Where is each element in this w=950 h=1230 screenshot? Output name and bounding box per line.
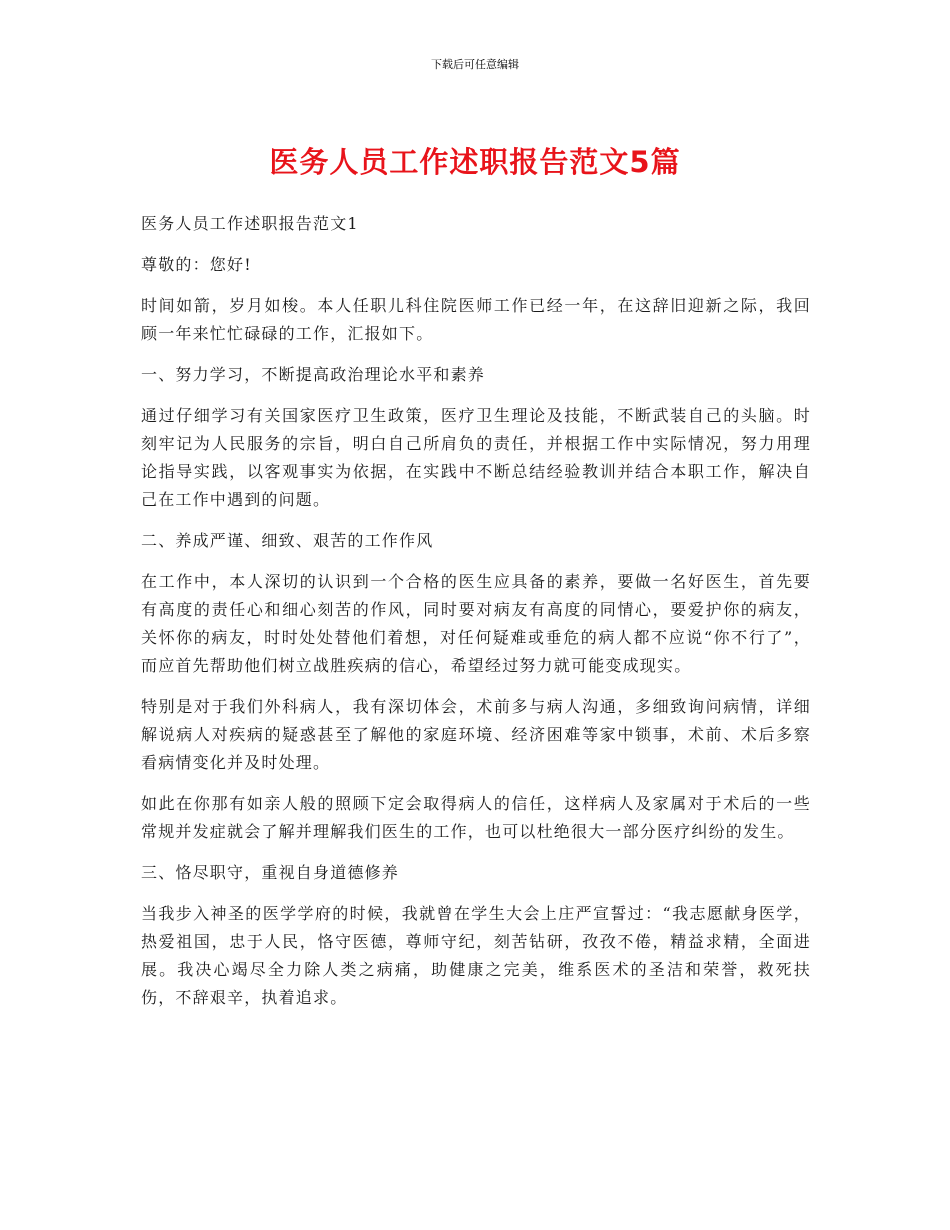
body-paragraph: 特别是对于我们外科病人，我有深切体会，术前多与病人沟通，多细致询问病情，详细解说病人对疾病的疑惑甚至了解他的家庭环境、经济困难等家中锁事，术前、术后多察看病情变化并及时处理。 <box>141 697 811 772</box>
section-heading-2: 二、养成严谨、细致、艰苦的工作作风 <box>141 531 434 550</box>
header-note: 下载后可任意编辑 <box>431 58 519 71</box>
body-paragraph: 当我步入神圣的医学学府的时候，我就曾在学生大会上庄严宣誓过：“我志愿献身医学，热爱祖国，忠于人民，恪守医德，尊师守纪，刻苦钻研，孜孜不倦，精益求精，全面进展。我决心竭尽全力除人类之病痛，助健康之完美，维系医术的圣洁和荣誉，救死扶伤，不辞艰辛，执着追求。 <box>141 904 811 1007</box>
document-title: 医务人员工作述职报告范文5篇 <box>269 145 681 179</box>
body-paragraph: 通过仔细学习有关国家医疗卫生政策，医疗卫生理论及技能，不断武装自己的头脑。时刻牢记为人民服务的宗旨，明白自己所肩负的责任，并根据工作中实际情况，努力用理论指导实践，以客观事实为依据，在实践中不断总结经验教训并结合本职工作，解决自己在工作中遇到的问题。 <box>141 406 811 509</box>
section-heading-1: 一、努力学习，不断提高政治理论水平和素养 <box>141 365 486 384</box>
body-paragraph: 如此在你那有如亲人般的照顾下定会取得病人的信任，这样病人及家属对于术后的一些常规并发症就会了解并理解我们医生的工作，也可以杜绝很大一部分医疗纠纷的发生。 <box>141 794 811 841</box>
subtitle-paragraph: 医务人员工作述职报告范文1 <box>141 214 359 233</box>
intro-paragraph: 时间如箭，岁月如梭。本人任职儿科住院医师工作已经一年，在这辞旧迎新之际，我回顾一年来忙忙碌碌的工作，汇报如下。 <box>141 296 811 343</box>
salutation-paragraph: 尊敬的：您好! <box>141 255 252 274</box>
section-heading-3: 三、恪尽职守，重视自身道德修养 <box>141 863 400 882</box>
body-paragraph: 在工作中，本人深切的认识到一个合格的医生应具备的素养，要做一名好医生，首先要有高度的责任心和细心刻苦的作风，同时要对病友有高度的同情心，要爱护你的病友，关怀你的病友，时时处处替他们着想，对任何疑难或垂危的病人都不应说“你不行了”，而应首先帮助他们树立战胜疾病的信心，希望经过努力就可能变成现实。 <box>141 572 811 675</box>
document-body <box>141 210 811 1025</box>
